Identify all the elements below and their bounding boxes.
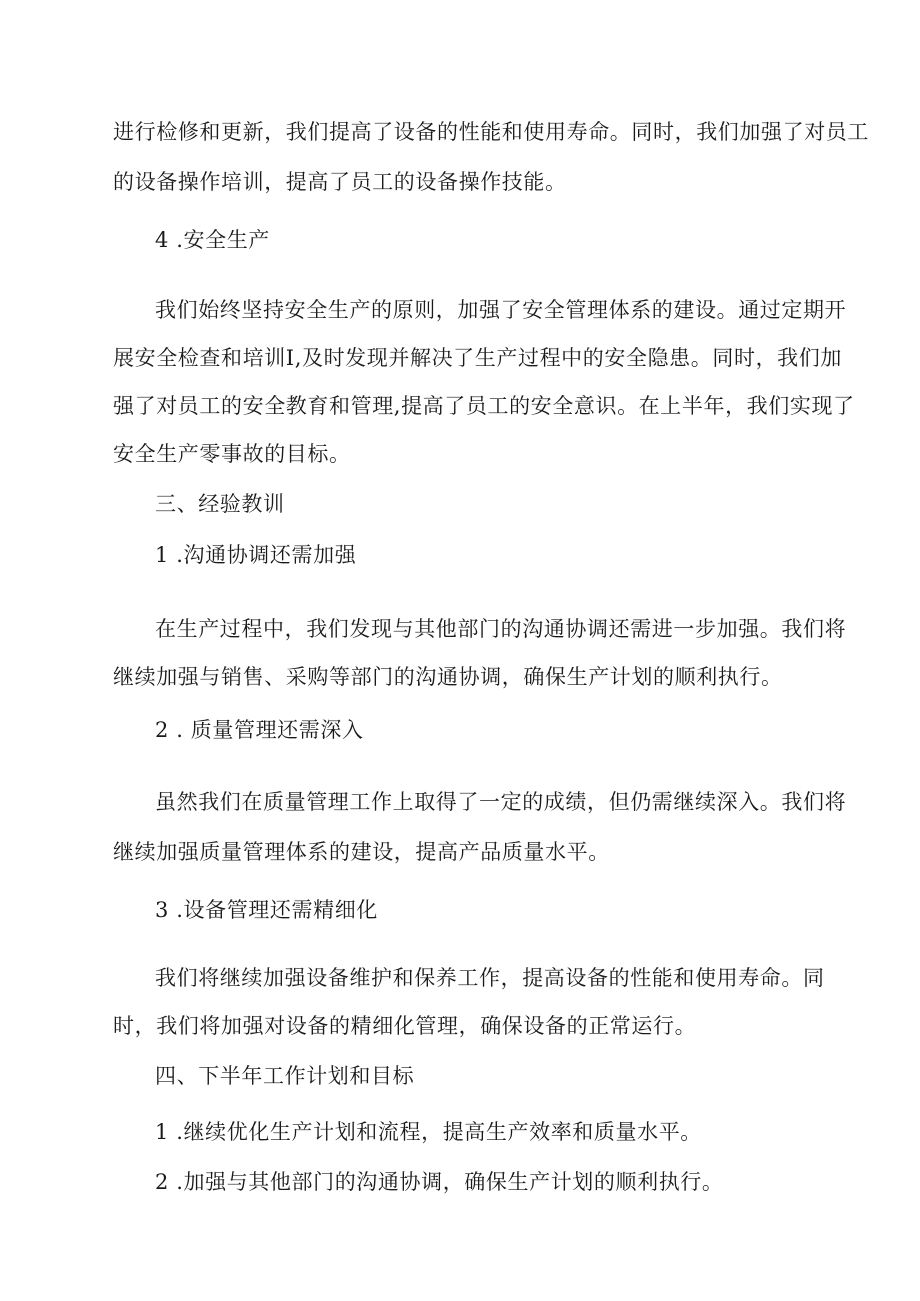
paragraph-line: 展安全检查和培训I,及时发现并解决了生产过程中的安全隐患。同时，我们加 xyxy=(113,346,842,370)
list-item: 2 .加强与其他部门的沟通协调，确保生产计划的顺利执行。 xyxy=(155,1170,724,1194)
section-heading: 4 .安全生产 xyxy=(155,228,270,252)
paragraph-line: 的设备操作培训，提高了员工的设备操作技能。 xyxy=(113,170,567,194)
list-item: 1 .继续优化生产计划和流程，提高生产效率和质量水平。 xyxy=(155,1120,702,1144)
paragraph-line: 强了对员工的安全教育和管理,提高了员工的安全意识。在上半年，我们实现了 xyxy=(113,394,855,418)
paragraph-line: 我们将继续加强设备维护和保养工作，提高设备的性能和使用寿命。同 xyxy=(155,966,825,990)
paragraph-line: 时，我们将加强对设备的精细化管理，确保设备的正常运行。 xyxy=(113,1014,697,1038)
paragraph-line: 继续加强质量管理体系的建设，提高产品质量水平。 xyxy=(113,840,610,864)
section-heading: 1 .沟通协调还需加强 xyxy=(155,543,357,567)
paragraph-line: 虽然我们在质量管理工作上取得了一定的成绩，但仍需继续深入。我们将 xyxy=(155,790,847,814)
section-heading: 2 . 质量管理还需深入 xyxy=(155,718,364,742)
paragraph-line: 继续加强与销售、采购等部门的沟通协调，确保生产计划的顺利执行。 xyxy=(113,665,783,689)
paragraph-line: 安全生产零事故的目标。 xyxy=(113,442,351,466)
paragraph-line: 我们始终坚持安全生产的原则，加强了安全管理体系的建设。通过定期开 xyxy=(155,298,847,322)
paragraph-line: 在生产过程中，我们发现与其他部门的沟通协调还需进一步加强。我们将 xyxy=(155,617,847,641)
section-heading: 3 .设备管理还需精细化 xyxy=(155,898,378,922)
section-heading: 四、下半年工作计划和目标 xyxy=(155,1064,415,1088)
paragraph-line: 进行检修和更新，我们提高了设备的性能和使用寿命。同时，我们加强了对员工 xyxy=(113,120,869,144)
section-heading: 三、经验教训 xyxy=(155,492,285,516)
